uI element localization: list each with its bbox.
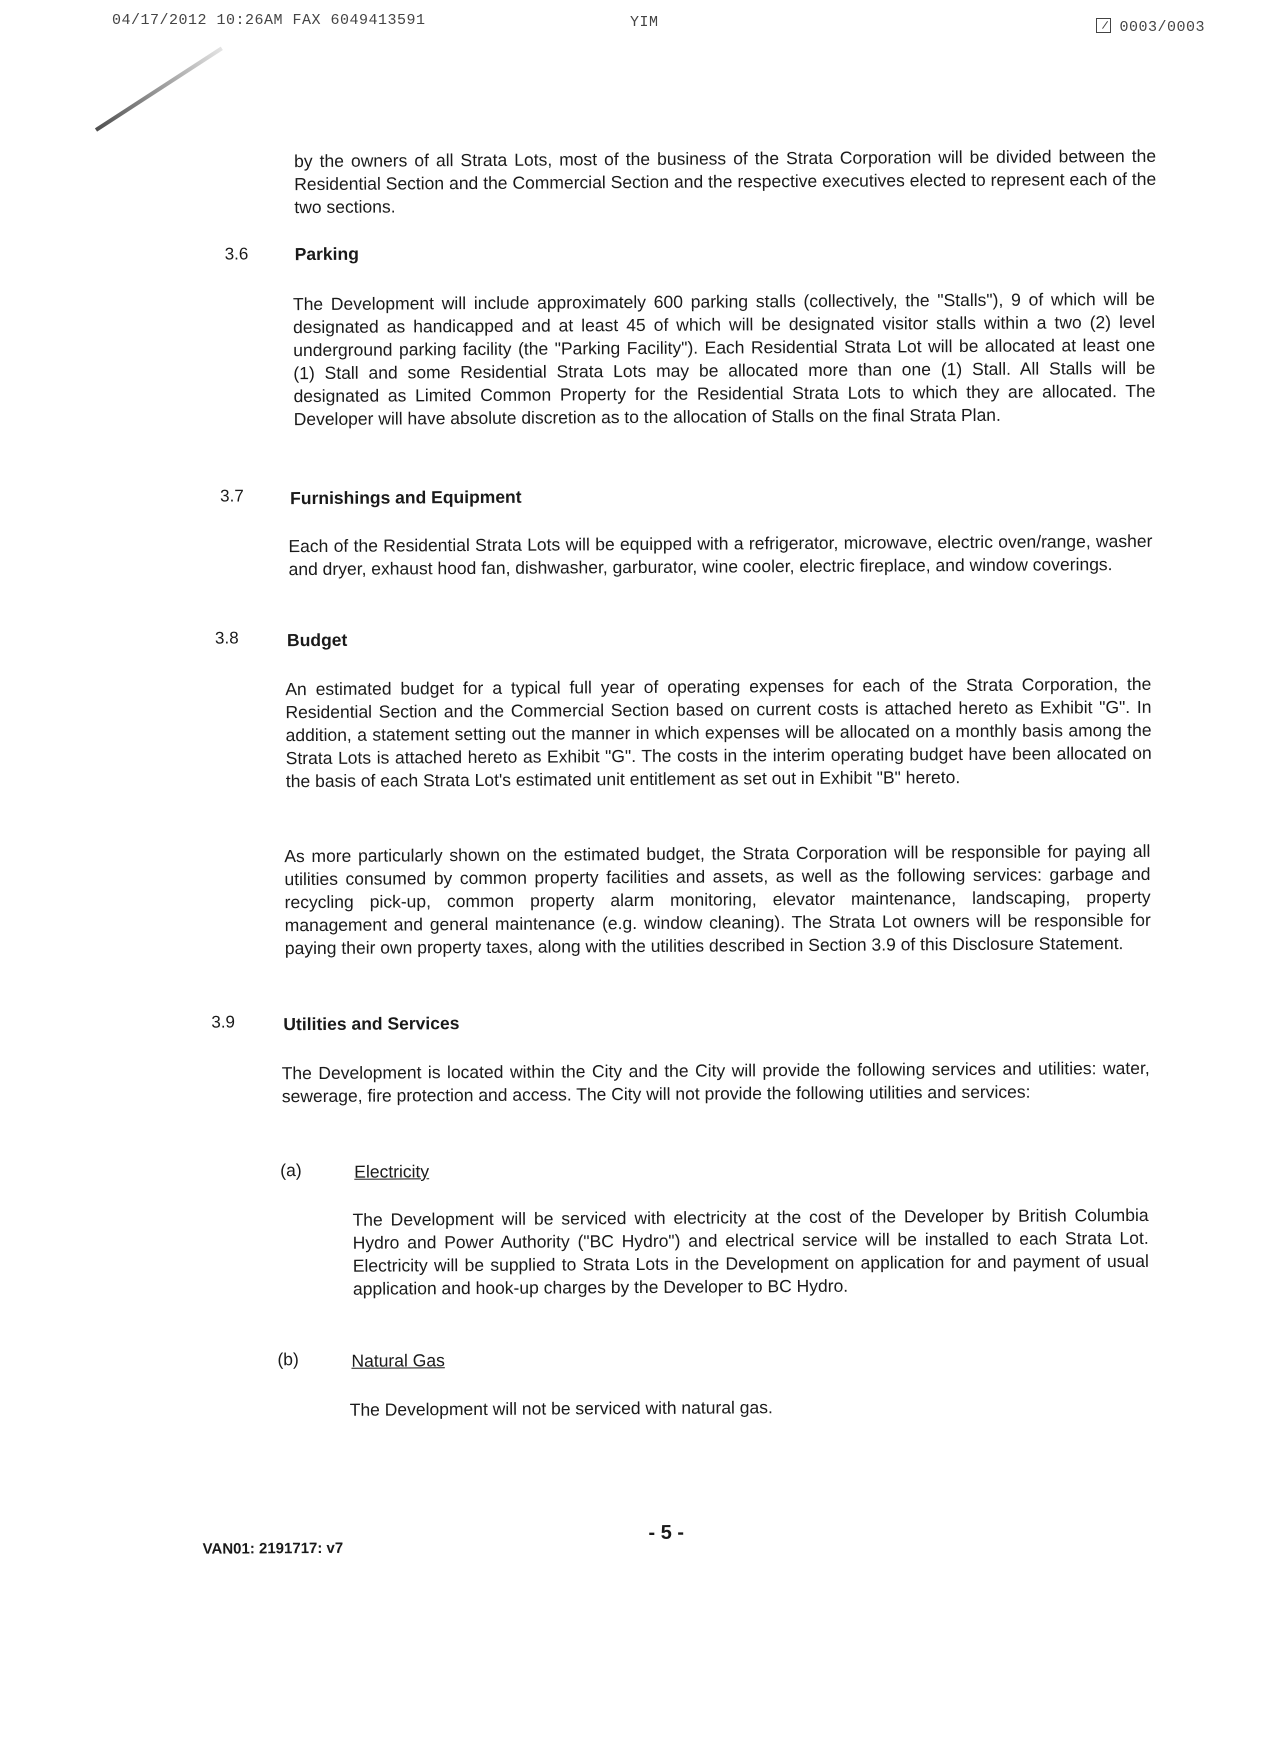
intro-paragraph: by the owners of all Strata Lots, most of the business of the Strata Corporation will be divided between the Residential Section and the Commercial Section and the respective executives elected to represent each of the two sections.: [294, 145, 1157, 218]
electricity-paragraph: The Development will be serviced with electricity at the cost of the Developer by British Columbia Hydro and Power Authority ("BC Hydro") and electrical service will be installed to each Strata Lot. Electricity will be supplied to Strata Lots in the Development on application for and payment of usual application and hook-up charges by the Developer to BC Hydro.: [352, 1204, 1149, 1299]
fax-page-count-text: 0003/0003: [1119, 19, 1205, 36]
fax-timestamp: 04/17/2012 10:26AM FAX 6049413591: [112, 12, 426, 29]
section-heading-utilities: Utilities and Services: [283, 1013, 460, 1035]
section-number-3-7: 3.7: [220, 486, 244, 506]
section-number-3-9: 3.9: [211, 1012, 236, 1032]
section-heading-furnishings: Furnishings and Equipment: [290, 486, 522, 509]
budget-paragraph-1: An estimated budget for a typical full year of operating expenses for each of the Strata Corporation, the Residential Section and the Commercial Section based on current costs is attached hereto as Exhibit "G". In addition, a statement setting out the manner in which expenses will be allocated on a monthly basis among the Strata Lots is attached hereto as Exhibit "G". The costs in the interim operating budget have been allocated on the basis of each Strata Lot's estimated unit entitlement as set out in Exhibit "B" hereto.: [285, 673, 1152, 792]
section-number-3-8: 3.8: [214, 628, 239, 648]
subsection-heading-natural-gas: Natural Gas: [351, 1350, 445, 1371]
natural-gas-paragraph: The Development will not be serviced with natural gas.: [349, 1397, 773, 1420]
fax-sender: YIM: [630, 14, 659, 31]
budget-paragraph-2: As more particularly shown on the estimated budget, the Strata Corporation will be responsible for paying all utilities consumed by common property facilities and assets, as well as the following services: garbage and recycling pick-up, common property alarm monitoring, elevator maintenance, landscaping, property management and general maintenance (e.g. window cleaning). The Strata Lot owners will be responsible for paying their own property taxes, along with the utilities described in Section 3.9 of this Disclosure Statement.: [284, 840, 1151, 959]
utilities-paragraph: The Development is located within the City and the City will provide the following services and utilities: water, sewerage, fire protection and access. The City will not provide the following utilities and services:: [281, 1057, 1150, 1107]
section-number-3-6: 3.6: [224, 244, 249, 264]
furnishings-paragraph: Each of the Residential Strata Lots will be equipped with a refrigerator, microwave, electric oven/range, washer and dryer, exhaust hood fan, dishwasher, garburator, wine cooler, electric fireplace, and window coverings.: [288, 530, 1153, 580]
subsection-label-a: (a): [280, 1160, 302, 1181]
section-heading-budget: Budget: [286, 629, 348, 651]
page-number: - 5 -: [648, 1521, 685, 1544]
subsection-heading-electricity: Electricity: [354, 1161, 430, 1182]
document-id: VAN01: 2191717: v7: [202, 1539, 344, 1558]
section-heading-parking: Parking: [294, 243, 359, 265]
parking-paragraph: The Development will include approximately 600 parking stalls (collectively, the "Stalls"), 9 of which will be designated as handicapped and at least 45 of which will be designated visitor stalls within a two (2) level underground parking facility (the "Parking Facility"). Each Residential Strata Lot will be allocated at least one (1) Stall and some Residential Strata Lots may be allocated more than one (1) Stall. All Stalls will be designated as Limited Common Property for the Residential Strata Lots to which they are allocated. The Developer will have absolute discretion as to the allocation of Stalls on the final Strata Plan.: [292, 288, 1156, 430]
subsection-label-b: (b): [277, 1349, 299, 1370]
